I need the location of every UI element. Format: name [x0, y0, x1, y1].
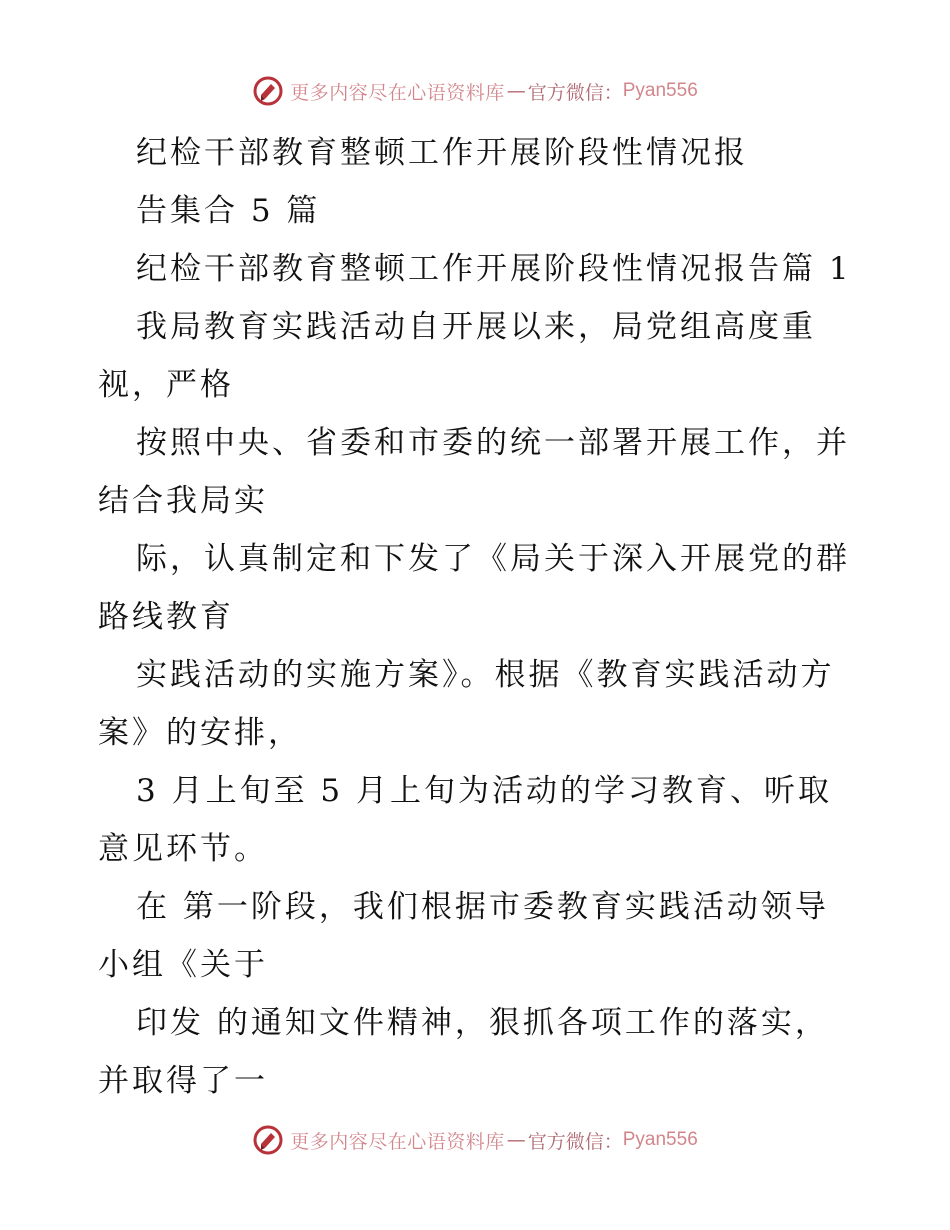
text-line: 并取得了一: [98, 1063, 268, 1099]
watermark-separator: —: [506, 80, 526, 102]
watermark-text: 更多内容尽在心语资料库: [290, 81, 505, 104]
text-line: 案》的安排，: [98, 715, 302, 751]
text-line: 我局教育实践活动自开展以来，局党组高度重: [136, 309, 816, 345]
watermark-label: 官方微信：: [527, 1130, 623, 1153]
watermark-text: 更多内容尽在心语资料库: [290, 1130, 505, 1153]
text-line: 纪检干部教育整顿工作开展阶段性情况报告篇 1: [136, 251, 852, 287]
text-line: 3 月上旬至 5 月上旬为活动的学习教育、听取: [136, 773, 833, 809]
logo-icon: [252, 1124, 284, 1156]
text-line: 意见环节。: [98, 831, 268, 867]
text-line: 际，认真制定和下发了《局关于深入开展党的群: [136, 541, 850, 577]
text-line: 在 第一阶段，我们根据市委教育实践活动领导: [136, 889, 829, 925]
text-line: 结合我局实: [98, 483, 268, 519]
logo-icon: [252, 75, 284, 107]
text-line: 小组《关于: [98, 947, 268, 983]
text-line: 视，严格: [98, 367, 234, 403]
text-line: 纪检干部教育整顿工作开展阶段性情况报: [136, 135, 748, 171]
watermark-wechat-id: Pyan556: [622, 80, 698, 101]
watermark-wechat-id: Pyan556: [622, 1129, 698, 1150]
text-line: 印发 的通知文件精神，狠抓各项工作的落实，: [136, 1005, 829, 1041]
header-watermark: [0, 71, 950, 111]
document-body: [98, 124, 858, 1110]
watermark-label: 官方微信：: [527, 81, 623, 104]
text-line: 实践活动的实施方案》。根据《教育实践活动方: [136, 657, 835, 693]
footer-watermark: [0, 1120, 950, 1160]
text-line: 路线教育: [98, 599, 234, 635]
text-line: 告集合 5 篇: [136, 193, 321, 229]
watermark-separator: —: [506, 1129, 526, 1151]
text-line: 按照中央、省委和市委的统一部署开展工作，并: [136, 425, 850, 461]
